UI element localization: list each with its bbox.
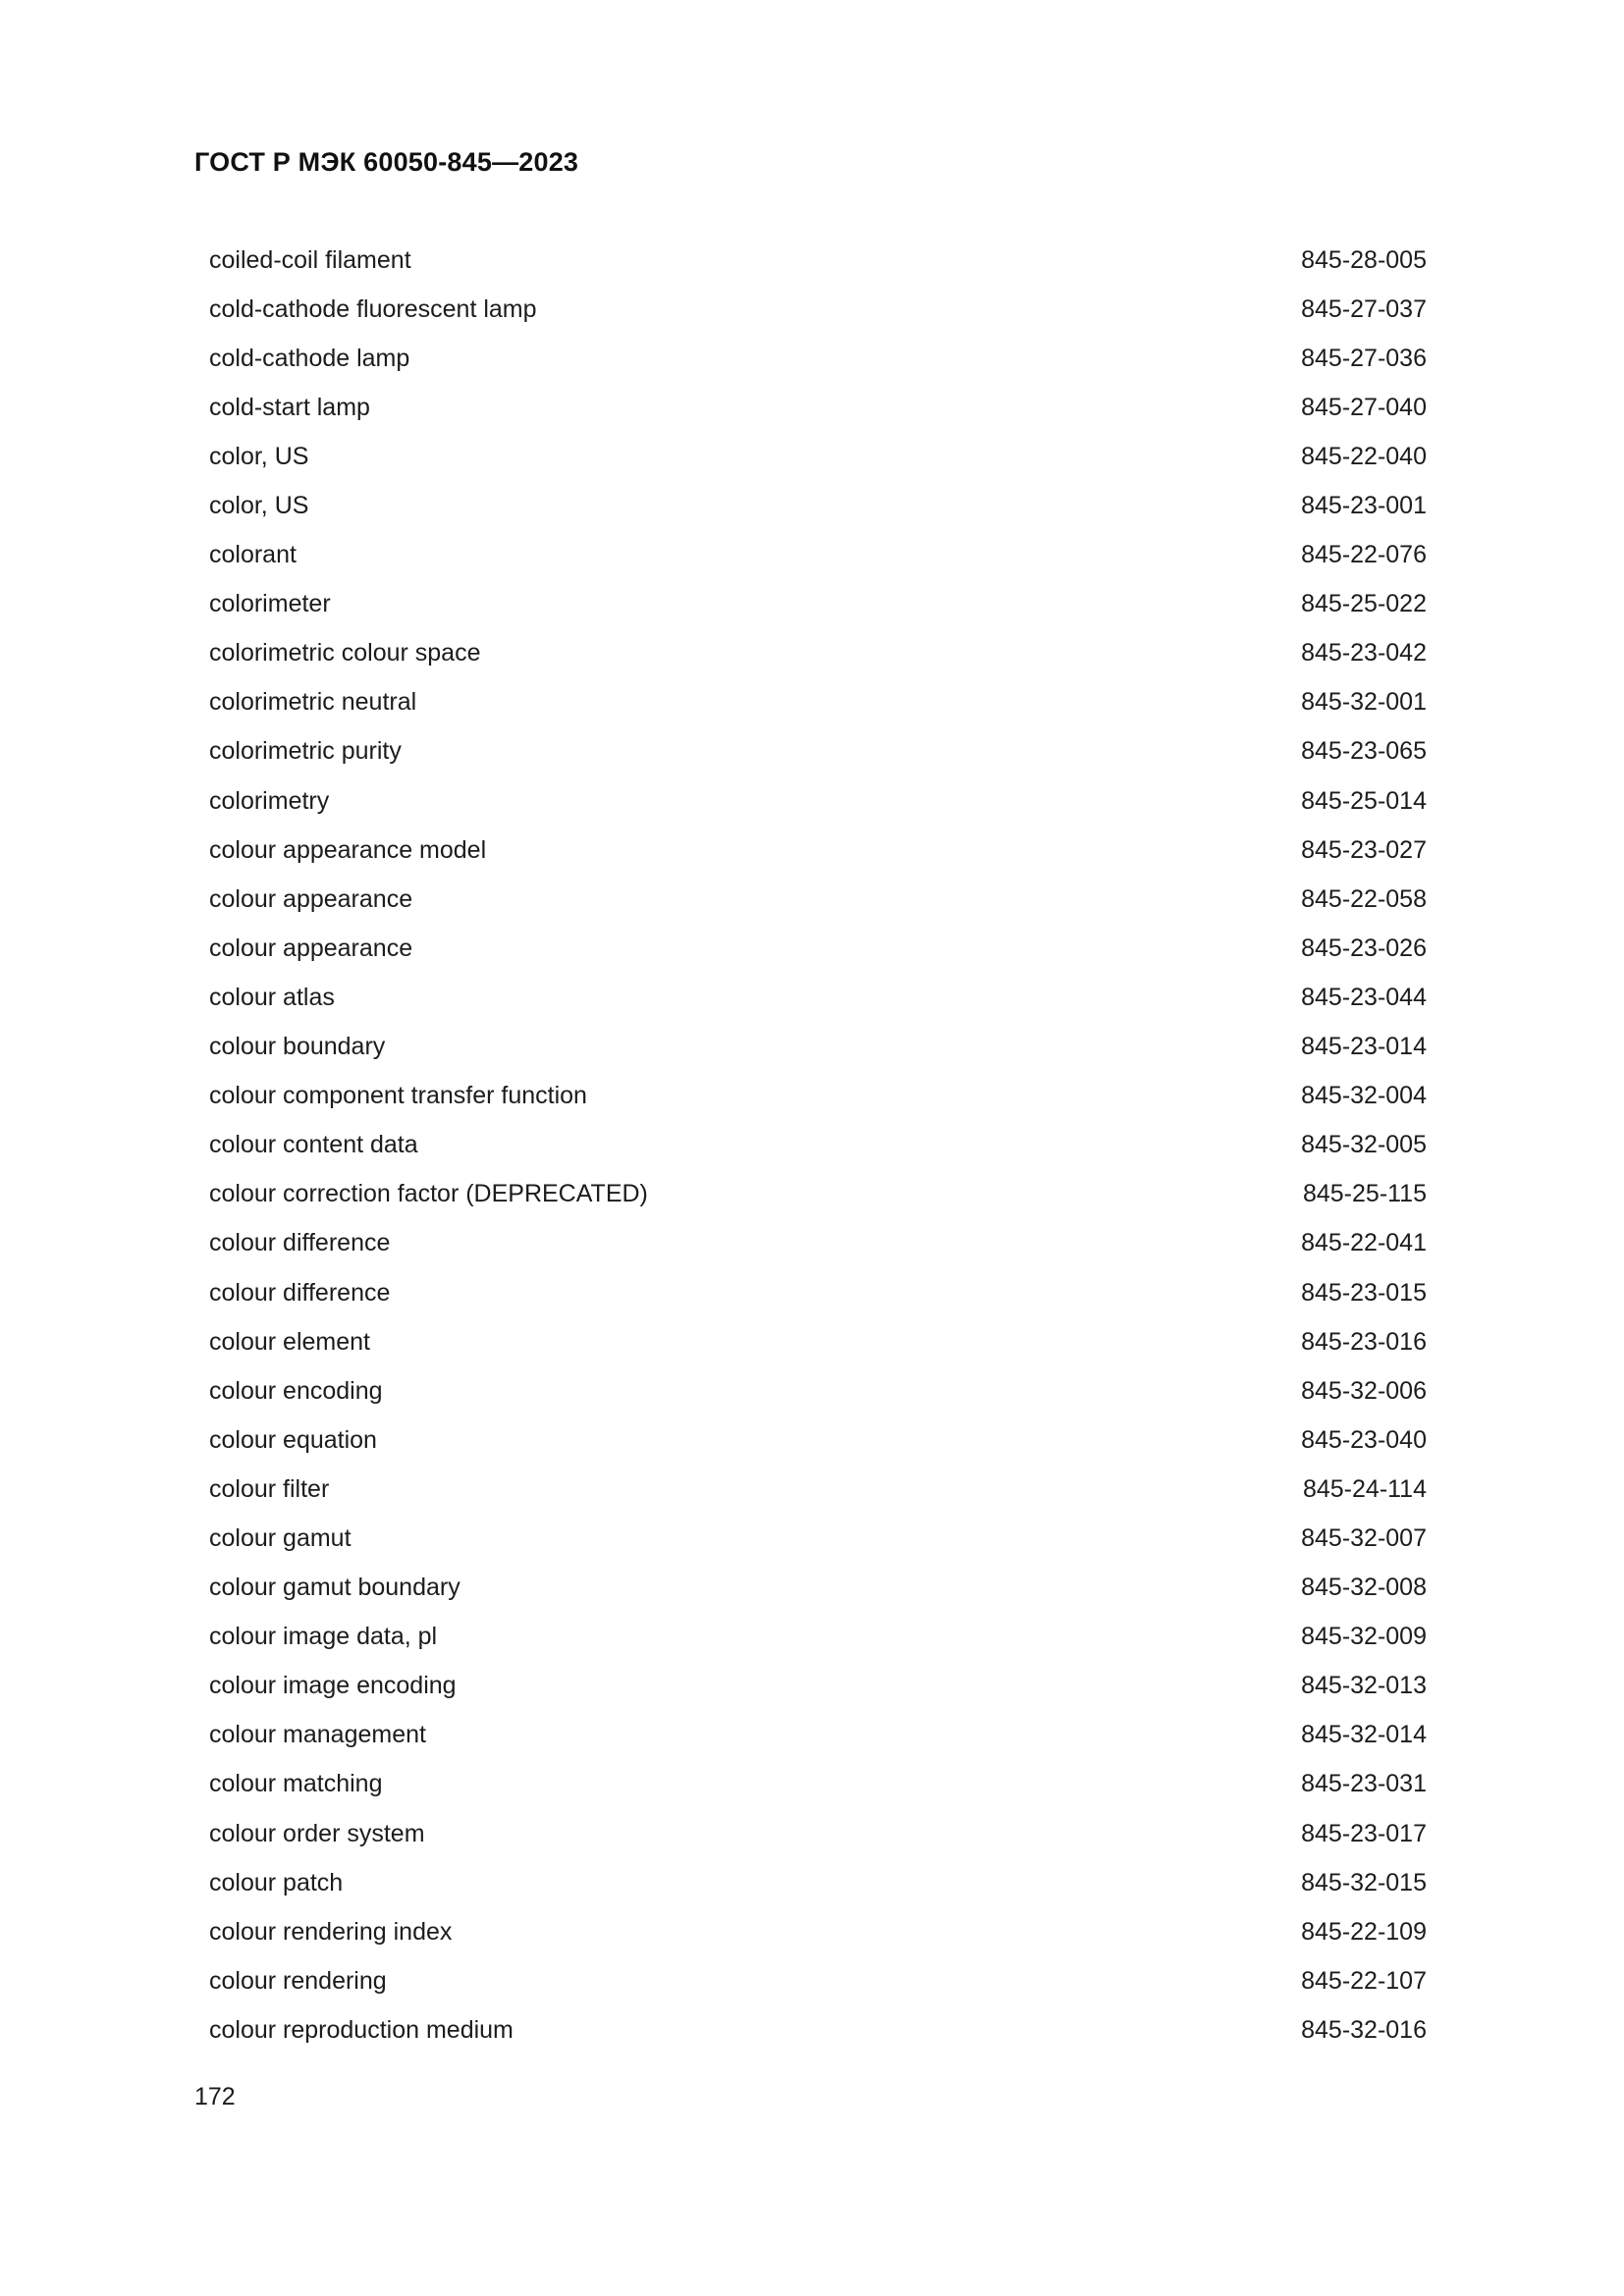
index-term: coiled-coil filament [209,245,411,274]
index-code: 845-23-031 [1301,1770,1427,1798]
index-entry-row [209,432,1427,481]
index-term: color, US [209,442,309,470]
index-entry-row [209,1613,1427,1662]
index-code: 845-32-015 [1301,1868,1427,1896]
index-term: colorimeter [209,590,331,618]
index-term: colorimetric colour space [209,639,481,667]
index-code: 845-23-027 [1301,835,1427,864]
index-term: colour image encoding [209,1672,457,1700]
index-code: 845-23-044 [1301,983,1427,1011]
index-entry-row [209,1023,1427,1072]
index-entry-row [209,629,1427,678]
index-entry-row [209,1809,1427,1858]
index-code: 845-22-058 [1301,884,1427,913]
index-entry-row [209,531,1427,580]
index-term: colour difference [209,1229,391,1257]
index-entry-row [209,1514,1427,1563]
index-term: colour correction factor (DEPRECATED) [209,1180,648,1208]
index-entry-row [209,1564,1427,1613]
index-entry-row [209,1956,1427,2005]
index-term: colour appearance [209,934,413,962]
index-code: 845-23-001 [1301,492,1427,520]
index-entry-row [209,383,1427,432]
document-header: ГОСТ Р МЭК 60050-845—2023 [194,147,579,177]
index-code: 845-25-115 [1302,1180,1427,1208]
index-code: 845-32-014 [1301,1721,1427,1749]
index-term: colour gamut [209,1523,352,1552]
index-entry-row [209,1268,1427,1317]
index-entry-row [209,826,1427,875]
index-entry-row [209,973,1427,1022]
index-term: colour rendering index [209,1917,453,1946]
index-code: 845-22-041 [1301,1229,1427,1257]
index-entry-row [209,1662,1427,1711]
index-entry-row [209,924,1427,973]
index-term: cold-start lamp [209,393,370,421]
index-entry-row [209,1907,1427,1956]
index-entry-row [209,1760,1427,1809]
index-code: 845-25-022 [1301,590,1427,618]
index-code: 845-28-005 [1301,245,1427,274]
index-term: colour atlas [209,983,335,1011]
index-entry-row [209,236,1427,285]
index-entry-row [209,1366,1427,1415]
index-term: colour matching [209,1770,383,1798]
index-term: colorant [209,541,297,569]
index-entry-row [209,481,1427,530]
index-code: 845-22-076 [1301,541,1427,569]
index-code: 845-32-005 [1301,1131,1427,1159]
index-term: colour patch [209,1868,344,1896]
index-code: 845-27-036 [1301,344,1427,372]
index-code: 845-32-007 [1301,1523,1427,1552]
index-entry-row [209,678,1427,727]
index-code: 845-23-042 [1301,639,1427,667]
index-code: 845-32-016 [1301,2015,1427,2044]
index-code: 845-32-009 [1301,1623,1427,1651]
index-code: 845-25-014 [1301,786,1427,815]
index-term: colour management [209,1721,426,1749]
index-term: colour image data, pl [209,1623,438,1651]
index-entry-row [209,334,1427,383]
index-term: colorimetry [209,786,330,815]
index-term: cold-cathode fluorescent lamp [209,294,537,323]
index-term: cold-cathode lamp [209,344,410,372]
index-term: colour content data [209,1131,418,1159]
index-entry-row [209,1219,1427,1268]
index-term: colorimetric neutral [209,688,417,717]
index-term: colour difference [209,1278,391,1307]
index-term: colour gamut boundary [209,1574,460,1602]
index-entry-row [209,1415,1427,1465]
index-code: 845-23-015 [1301,1278,1427,1307]
index-term: colour order system [209,1819,425,1847]
index-term: colour boundary [209,1033,386,1061]
index-entry-row [209,1317,1427,1366]
index-entry-row [209,1121,1427,1170]
index-code: 845-23-040 [1301,1425,1427,1454]
index-entry-row [209,1465,1427,1514]
index-entry-row [209,1711,1427,1760]
index-entry-row [209,580,1427,629]
index-term: colour rendering [209,1966,387,1995]
index-term: colour appearance [209,884,413,913]
index-term: colour element [209,1327,370,1356]
index-code: 845-32-013 [1301,1672,1427,1700]
index-code: 845-23-026 [1301,934,1427,962]
index-entry-row [209,285,1427,334]
index-code: 845-24-114 [1302,1474,1427,1503]
index-code: 845-32-008 [1301,1574,1427,1602]
index-term: colour reproduction medium [209,2015,514,2044]
index-term: colour filter [209,1474,330,1503]
index-code: 845-22-107 [1301,1966,1427,1995]
index-code: 845-22-109 [1301,1917,1427,1946]
index-code: 845-32-001 [1301,688,1427,717]
term-index-list [209,236,1427,2055]
index-term: colour equation [209,1425,377,1454]
index-term: colour component transfer function [209,1082,587,1110]
index-term: colour appearance model [209,835,487,864]
index-term: colour encoding [209,1376,383,1405]
index-code: 845-32-004 [1301,1082,1427,1110]
index-entry-row [209,2005,1427,2055]
index-term: colorimetric purity [209,737,402,766]
index-code: 845-23-014 [1301,1033,1427,1061]
index-term: color, US [209,492,309,520]
index-code: 845-22-040 [1301,442,1427,470]
index-entry-row [209,1072,1427,1121]
index-code: 845-23-065 [1301,737,1427,766]
index-entry-row [209,875,1427,924]
index-entry-row [209,1170,1427,1219]
index-code: 845-23-016 [1301,1327,1427,1356]
index-code: 845-27-040 [1301,393,1427,421]
index-code: 845-32-006 [1301,1376,1427,1405]
index-entry-row [209,1858,1427,1907]
index-entry-row [209,776,1427,826]
page-number: 172 [194,2083,236,2110]
index-entry-row [209,727,1427,776]
index-code: 845-23-017 [1301,1819,1427,1847]
index-code: 845-27-037 [1301,294,1427,323]
